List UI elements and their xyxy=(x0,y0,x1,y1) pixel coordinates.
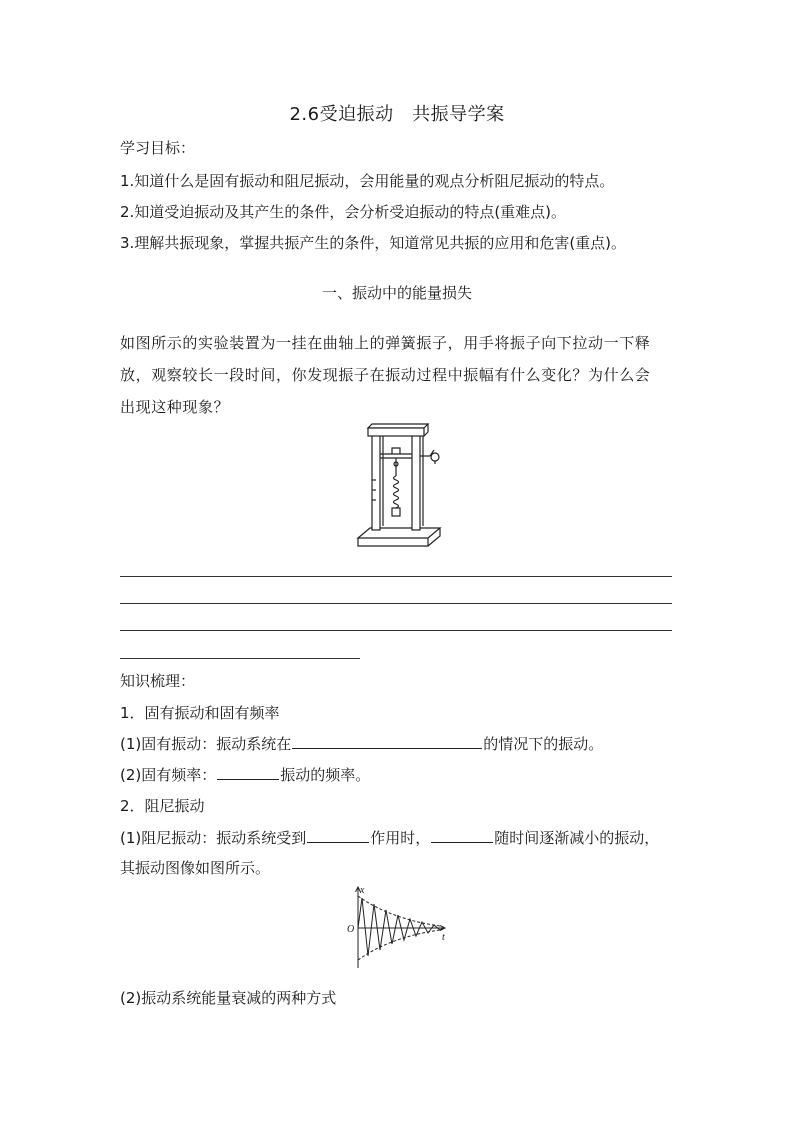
origin-label: O xyxy=(347,924,355,935)
knowledge-heading: 知识梳理： xyxy=(120,672,196,690)
answer-line[interactable] xyxy=(120,576,672,577)
fill-blank[interactable] xyxy=(431,827,493,843)
fill-blank[interactable] xyxy=(292,733,482,749)
question-line: 出现这种现象？ xyxy=(120,398,230,416)
subsection-heading: 1．固有振动和固有频率 xyxy=(120,704,280,722)
text-segment: (1)阻尼振动：振动系统受到 xyxy=(120,829,307,847)
damped-wave xyxy=(358,898,444,956)
text-segment: (1)固有振动：振动系统在 xyxy=(120,735,292,753)
fill-blank[interactable] xyxy=(307,827,369,843)
question-line: 放，观察较长一段时间，你发现振子在振动过程中振幅有什么变化？为什么会 xyxy=(120,366,651,384)
question-line: 如图所示的实验装置为一挂在曲轴上的弹簧振子，用手将振子向下拉动一下释 xyxy=(120,334,651,352)
y-axis-label: x xyxy=(360,885,365,896)
page-title: 2.6受迫振动 共振导学案 xyxy=(289,104,505,125)
answer-line[interactable] xyxy=(120,603,672,604)
spring-oscillator-figure xyxy=(350,420,450,555)
damped-graph-caption: 其振动图像如图所示。 xyxy=(120,859,271,877)
subsection-heading: 2．阻尼振动 xyxy=(120,797,205,815)
text-segment: 振动的频率。 xyxy=(280,766,371,784)
section-heading: 一、振动中的能量损失 xyxy=(321,284,472,302)
energy-decay-heading: (2)振动系统能量衰减的两种方式 xyxy=(120,989,337,1007)
damped-oscillation-graph xyxy=(340,884,455,974)
text-segment: 作用时， xyxy=(370,829,431,847)
text-segment: 随时间逐渐减小的振动， xyxy=(494,829,660,847)
objectives-heading: 学习目标： xyxy=(120,139,196,157)
natural-frequency-line xyxy=(120,764,370,785)
text-segment: 的情况下的振动。 xyxy=(483,735,604,753)
objective-item: 3.理解共振现象，掌握共振产生的条件，知道常见共振的应用和危害(重点)。 xyxy=(120,234,627,252)
answer-line[interactable] xyxy=(120,658,360,659)
x-axis-label: t xyxy=(442,932,445,943)
upper-envelope xyxy=(358,896,440,926)
natural-vibration-line xyxy=(120,733,603,754)
objective-item: 2.知道受迫振动及其产生的条件，会分析受迫振动的特点(重难点)。 xyxy=(120,203,567,221)
objective-item: 1.知道什么是固有振动和阻尼振动，会用能量的观点分析阻尼振动的特点。 xyxy=(120,172,615,190)
fill-blank[interactable] xyxy=(217,764,279,780)
answer-line[interactable] xyxy=(120,630,672,631)
damped-vibration-line xyxy=(120,827,659,848)
text-segment: (2)固有频率： xyxy=(120,766,217,784)
